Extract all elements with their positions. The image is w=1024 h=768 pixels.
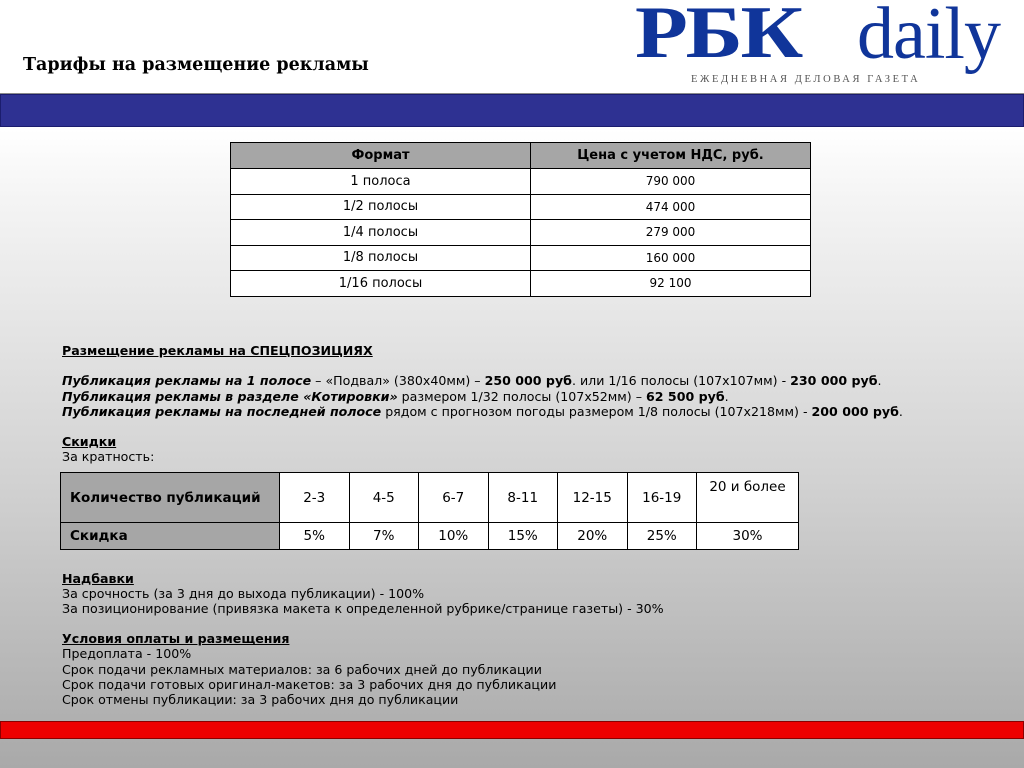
discount-value-cell: 25% — [627, 523, 697, 550]
discount-count-cell: 16-19 — [627, 473, 697, 523]
format-cell: 1/16 полосы — [231, 271, 531, 297]
discounts-subheading: За кратность: — [62, 449, 155, 465]
price-cell: 474 000 — [531, 194, 811, 220]
special-line-text: . — [724, 388, 729, 404]
terms-heading: Условия оплаты и размещения — [62, 631, 290, 647]
surcharge-item: За срочность (за 3 дня до выхода публикации) - 100% — [62, 585, 425, 601]
slide-header — [0, 0, 1024, 94]
surcharges-heading: Надбавки — [62, 570, 134, 586]
price-table-row — [231, 271, 811, 297]
terms-item: Срок отмены публикации: за 3 рабочих дня до публикации — [62, 692, 459, 707]
logo-tagline: ЕЖЕДНЕВНАЯ ДЕЛОВАЯ ГАЗЕТА — [691, 74, 921, 85]
discount-value-cell: 30% — [697, 523, 799, 550]
price-table-row — [231, 194, 811, 220]
price-cell: 92 100 — [531, 271, 811, 297]
price-table-row — [231, 169, 811, 195]
discount-value-cell: 7% — [349, 523, 419, 550]
price-table-row — [231, 245, 811, 271]
special-line-text: . — [877, 373, 882, 389]
discount-value-cell: 15% — [488, 523, 558, 550]
special-line-price: 200 000 руб — [811, 403, 899, 419]
terms-item: Срок подачи рекламных материалов: за 6 рабочих дней до публикации — [62, 661, 542, 677]
price-table-row — [231, 220, 811, 246]
discount-count-row — [61, 473, 799, 523]
discount-value-cell: 10% — [419, 523, 489, 550]
special-line-text: – «Подвал» (380х40мм) – — [311, 373, 485, 389]
special-positions-heading: Размещение рекламы на СПЕЦПОЗИЦИЯХ — [62, 343, 373, 358]
format-cell: 1/4 полосы — [231, 220, 531, 246]
special-line-last-page — [62, 404, 962, 419]
special-line-quotes — [62, 389, 962, 404]
special-line-front-page — [62, 373, 962, 388]
special-line-price: 62 500 руб — [646, 388, 725, 404]
format-cell: 1 полоса — [231, 169, 531, 195]
format-cell: 1/2 полосы — [231, 194, 531, 220]
rbk-daily-logo — [631, 0, 1024, 93]
price-cell: 160 000 — [531, 245, 811, 271]
special-line-text: . — [898, 403, 903, 419]
page-title: Тарифы на размещение рекламы — [23, 55, 369, 75]
price-cell: 279 000 — [531, 220, 811, 246]
price-table — [230, 142, 811, 297]
special-line-price: 230 000 руб — [790, 373, 878, 389]
discount-value-row — [61, 523, 799, 550]
special-line-text: рядом с прогнозом погоды размером 1/8 полосы (107х218мм) - — [381, 403, 812, 419]
red-footer-band — [0, 721, 1024, 739]
price-table-header-row — [231, 143, 811, 169]
discounts-heading: Скидки — [62, 434, 117, 450]
price-cell: 790 000 — [531, 169, 811, 195]
format-cell: 1/8 полосы — [231, 245, 531, 271]
special-line-text: размером 1/32 полосы (107х52мм) – — [397, 388, 647, 404]
logo-daily-text: daily — [857, 0, 1000, 75]
discount-value-label: Скидка — [61, 523, 280, 550]
discount-count-cell: 6-7 — [419, 473, 489, 523]
discount-count-cell: 4-5 — [349, 473, 419, 523]
special-line-label: Публикация рекламы на 1 полосе — [62, 373, 312, 389]
discount-count-cell: 12-15 — [558, 473, 628, 523]
discount-value-cell: 20% — [558, 523, 628, 550]
special-line-label: Публикация рекламы на последней полосе — [62, 403, 382, 419]
surcharge-item: За позиционирование (привязка макета к определенной рубрике/странице газеты) - 30% — [62, 600, 664, 616]
logo-wordmark — [635, 0, 1000, 75]
discount-table — [60, 472, 799, 550]
special-line-price: 250 000 руб — [484, 373, 572, 389]
price-table-header-format: Формат — [231, 143, 531, 169]
terms-item: Предоплата - 100% — [62, 646, 192, 662]
special-line-text: . или 1/16 полосы (107х107мм) - — [571, 373, 791, 389]
discount-count-label: Количество публикаций — [61, 473, 280, 523]
price-table-header-price: Цена с учетом НДС, руб. — [531, 143, 811, 169]
discount-count-cell: 8-11 — [488, 473, 558, 523]
discount-count-cell: 20 и более — [697, 473, 799, 523]
special-line-label: Публикация рекламы в разделе «Котировки» — [62, 388, 398, 404]
discount-count-cell: 2-3 — [280, 473, 350, 523]
blue-divider-band — [0, 94, 1024, 127]
discount-value-cell: 5% — [280, 523, 350, 550]
logo-rbk-text: РБК — [635, 0, 801, 74]
terms-item: Срок подачи готовых оригинал-макетов: за 3 рабочих дня до публикации — [62, 676, 557, 692]
